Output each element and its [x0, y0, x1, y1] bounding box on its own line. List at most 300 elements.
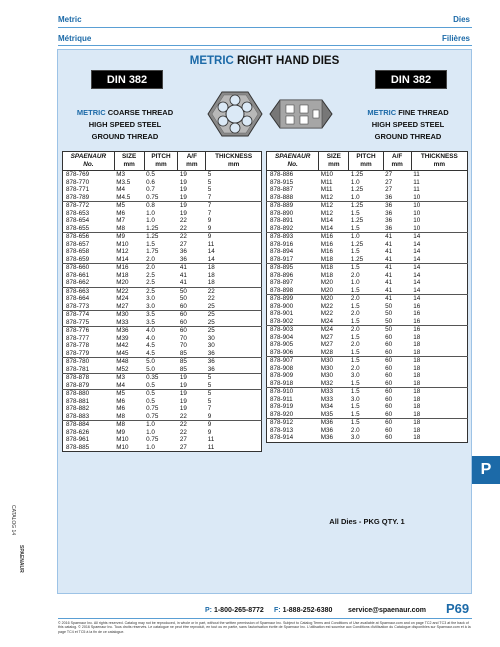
cell-pitch: 2.5	[146, 279, 155, 286]
cell-size: M30	[320, 372, 334, 379]
cell-part-no: 878-900	[270, 302, 294, 310]
cell-pitch: 1.25	[349, 202, 383, 210]
cell-af: 22	[179, 224, 187, 232]
cell-af: 60	[385, 341, 393, 348]
cell-thickness: 14	[413, 286, 421, 294]
cell-size: M7	[116, 217, 125, 224]
cell-pitch: 1.5	[350, 333, 360, 341]
fine-thread-spec	[343, 107, 473, 143]
cell-af: 60	[385, 379, 393, 387]
table-row	[267, 225, 468, 233]
cell-thickness: 16	[413, 317, 421, 325]
table-row	[63, 272, 262, 280]
table-row	[267, 318, 468, 326]
cell-af: 27	[179, 443, 187, 451]
coarse-thread-table	[62, 151, 262, 452]
table-row	[63, 256, 262, 264]
cell-pitch: 3.0	[146, 302, 155, 310]
table-row	[63, 186, 262, 194]
cell-af: 50	[383, 326, 411, 334]
table-row	[63, 295, 262, 303]
cell-pitch: 1.5	[350, 209, 360, 217]
cell-thickness: 18	[411, 419, 467, 427]
cell-part-no: 878-890	[270, 209, 294, 217]
cell-thickness: 11	[411, 171, 467, 179]
cell-pitch: 1.5	[146, 240, 155, 248]
cell-size: M36	[320, 434, 334, 441]
cell-pitch: 1.5	[350, 348, 360, 356]
cell-af: 36	[385, 193, 393, 201]
cell-thickness: 14	[207, 255, 215, 263]
cell-part-no: 878-880	[63, 390, 115, 398]
cell-af: 41	[178, 264, 206, 272]
cell-pitch: 1.0	[350, 178, 360, 186]
cell-af: 36	[385, 217, 393, 224]
cell-thickness: 36	[207, 349, 215, 357]
cell-af: 41	[179, 279, 187, 286]
cell-part-no: 878-911	[270, 395, 293, 403]
cell-part-no: 878-626	[66, 428, 90, 436]
cell-part-no: 878-776	[63, 327, 115, 335]
email-link[interactable]: service@spaenaur.com	[348, 607, 427, 614]
cell-af: 60	[385, 426, 393, 434]
table-row	[267, 217, 468, 225]
cell-size: M22	[320, 310, 334, 317]
col-header-size: SIZE mm	[319, 152, 349, 171]
fine-line3: GROUND THREAD	[374, 132, 442, 141]
cell-size: M14	[320, 217, 334, 224]
fine-accent: METRIC	[367, 108, 397, 117]
table-row	[63, 202, 262, 210]
cell-size: M18	[320, 255, 334, 263]
cell-size: M20	[320, 279, 334, 286]
hex-die-front-icon	[208, 92, 262, 136]
cell-size: M32	[320, 379, 334, 387]
cell-part-no: 878-913	[270, 426, 294, 434]
phone-number: 1-800-265-8772	[213, 607, 264, 614]
table-row	[267, 434, 468, 442]
cell-af: 36	[179, 248, 187, 255]
cell-thickness: 9	[207, 224, 212, 232]
cell-part-no: 878-885	[66, 443, 90, 451]
cell-af: 19	[179, 193, 187, 201]
cell-pitch: 3.0	[350, 434, 360, 441]
cell-thickness: 14	[411, 233, 467, 241]
cell-af: 50	[179, 295, 187, 302]
cell-part-no: 878-663	[63, 287, 115, 295]
cell-thickness: 25	[206, 327, 262, 335]
cell-thickness: 14	[413, 240, 421, 248]
cell-thickness: 18	[413, 348, 421, 356]
col-header-thickness: THICKNESS mm	[206, 152, 262, 171]
cell-pitch: 1.25	[350, 255, 364, 263]
fax-label: F:	[274, 607, 281, 614]
cell-size: M16	[114, 264, 144, 272]
table-row	[63, 335, 262, 343]
cell-pitch: 4.5	[146, 349, 155, 357]
cell-pitch: 1.5	[349, 357, 383, 365]
cell-af: 22	[179, 428, 187, 436]
cell-size: M12	[319, 202, 349, 210]
table-row	[267, 279, 468, 287]
cell-size: M8	[114, 421, 144, 429]
table-row	[63, 279, 262, 287]
col-header-part-no	[63, 152, 115, 171]
cell-size: M33	[320, 395, 334, 403]
cell-thickness: 11	[413, 186, 420, 193]
cell-part-no: 878-907	[267, 357, 319, 365]
cell-af: 36	[385, 224, 393, 232]
cell-part-no: 878-770	[66, 178, 90, 186]
coarse-thread-spec	[60, 107, 190, 143]
cell-size: M3	[114, 374, 144, 382]
cell-size: M11	[320, 186, 333, 193]
cell-af: 41	[383, 233, 411, 241]
cell-thickness: 9	[207, 412, 212, 420]
cell-part-no: 878-902	[270, 317, 294, 325]
cell-pitch: 0.5	[144, 390, 178, 398]
cell-pitch: 1.25	[350, 217, 364, 224]
cell-part-no: 878-910	[267, 388, 319, 396]
cell-af: 60	[385, 403, 393, 410]
cell-af: 19	[178, 171, 206, 179]
cell-size: M14	[320, 224, 334, 232]
cell-thickness: 7	[207, 405, 212, 412]
cell-pitch: 1.0	[146, 217, 155, 224]
cell-thickness: 30	[207, 334, 215, 342]
table-row	[267, 295, 468, 303]
cell-part-no: 878-892	[270, 224, 294, 232]
category-title-en: Dies	[453, 15, 470, 24]
cell-size: M45	[116, 349, 129, 357]
cell-af: 41	[385, 271, 393, 279]
cell-thickness: 25	[206, 311, 262, 319]
table-row	[267, 334, 468, 342]
cell-size: M18	[319, 264, 349, 272]
cell-af: 60	[383, 388, 411, 396]
table-header-row	[267, 152, 468, 171]
table-row	[63, 179, 262, 187]
table-row	[63, 358, 262, 366]
coarse-accent: METRIC	[76, 108, 106, 117]
cell-part-no: 878-662	[66, 279, 90, 286]
cell-size: M6	[116, 397, 125, 405]
cell-size: M6	[116, 209, 125, 217]
cell-thickness: 18	[413, 434, 421, 441]
cell-thickness: 5	[207, 381, 212, 389]
cell-size: M10	[116, 240, 129, 248]
table-row	[63, 429, 262, 437]
cell-size: M16	[320, 248, 334, 255]
cell-af: 41	[385, 286, 393, 294]
cell-af: 50	[385, 310, 393, 317]
cell-part-no: 878-887	[270, 186, 294, 193]
catalog-label: CATALOG 14	[10, 505, 16, 536]
cell-thickness: 18	[413, 341, 421, 348]
table-row	[63, 210, 262, 218]
cell-af: 60	[178, 311, 206, 319]
col-header-pitch: PITCH mm	[349, 152, 383, 171]
table-row	[267, 186, 468, 194]
cell-thickness: 18	[413, 410, 421, 418]
cell-af: 41	[385, 255, 393, 263]
cell-size: M27	[320, 341, 334, 348]
cell-thickness: 9	[207, 217, 212, 224]
fine-line2: HIGH SPEED STEEL	[371, 120, 445, 129]
table-row	[267, 396, 468, 404]
cell-part-no: 878-789	[66, 193, 90, 201]
cell-af: 60	[385, 364, 393, 372]
table-row	[267, 372, 468, 380]
category-title-fr: Filières	[441, 34, 470, 43]
cell-part-no: 878-657	[66, 240, 90, 248]
cell-part-no: 878-771	[66, 186, 90, 193]
cell-thickness: 18	[411, 388, 467, 396]
cell-pitch: 0.75	[146, 436, 159, 443]
phone-label: P:	[205, 607, 212, 614]
footer-divider	[58, 618, 472, 619]
cell-af: 19	[178, 374, 206, 382]
cell-af: 60	[385, 333, 393, 341]
cell-pitch: 1.5	[349, 264, 383, 272]
cell-pitch: 0.75	[146, 193, 159, 201]
cell-thickness: 18	[207, 279, 215, 286]
cell-part-no: 878-780	[63, 358, 115, 366]
cell-pitch: 1.0	[146, 428, 155, 436]
cell-pitch: 2.0	[350, 310, 360, 317]
cell-pitch: 1.5	[349, 388, 383, 396]
cell-pitch: 1.5	[349, 419, 383, 427]
cell-size: M30	[320, 364, 334, 372]
cell-pitch: 0.7	[146, 186, 155, 193]
cell-part-no: 878-894	[270, 248, 294, 255]
cell-af: 60	[383, 419, 411, 427]
cell-pitch: 1.0	[350, 193, 360, 201]
cell-pitch: 4.5	[146, 342, 155, 349]
table-row	[63, 217, 262, 225]
cell-af: 19	[179, 209, 187, 217]
col-header-no: No.	[287, 161, 298, 168]
table-row	[267, 326, 468, 334]
cell-pitch: 1.25	[350, 186, 364, 193]
table-row	[63, 319, 262, 327]
col-header-af: A/F mm	[178, 152, 206, 171]
table-row	[267, 233, 468, 241]
table-row	[63, 311, 262, 319]
cell-thickness: 5	[206, 171, 262, 179]
cell-thickness: 25	[207, 318, 215, 326]
cell-thickness: 10	[413, 193, 421, 201]
cell-pitch: 3.5	[146, 318, 155, 326]
cell-pitch: 1.5	[350, 286, 360, 294]
cell-part-no: 878-660	[63, 264, 115, 272]
cell-part-no: 878-905	[270, 341, 294, 348]
cell-size: M20	[320, 286, 334, 294]
cell-thickness: 30	[207, 342, 215, 349]
cell-part-no: 878-889	[267, 202, 319, 210]
cell-part-no: 878-906	[270, 348, 294, 356]
cell-pitch: 2.0	[350, 364, 360, 372]
header-divider-bottom	[58, 45, 472, 46]
cell-thickness: 9	[207, 428, 212, 436]
cell-pitch: 2.0	[350, 426, 360, 434]
coarse-thread-rows	[63, 171, 262, 452]
cell-size: M4	[116, 186, 125, 193]
cell-pitch: 2.0	[350, 341, 360, 348]
cell-part-no: 878-779	[66, 349, 90, 357]
cell-size: M35	[320, 410, 334, 418]
cell-thickness: 22	[207, 295, 215, 302]
cell-pitch: 3.0	[146, 295, 155, 302]
cell-part-no: 878-655	[66, 224, 90, 232]
cell-pitch: 1.0	[350, 279, 360, 286]
cell-af: 70	[179, 334, 187, 342]
cell-part-no: 878-878	[63, 374, 115, 382]
cell-size: M5	[114, 202, 144, 210]
table-row	[63, 398, 262, 406]
cell-thickness: 22	[206, 287, 262, 295]
table-row	[63, 225, 262, 233]
cell-thickness: 5	[206, 390, 262, 398]
cell-pitch: 0.5	[144, 171, 178, 179]
table-row	[63, 171, 262, 179]
table-row	[267, 194, 468, 202]
cell-af: 27	[179, 240, 187, 248]
cell-af: 50	[385, 302, 393, 310]
cell-size: M22	[320, 302, 334, 310]
cell-af: 60	[179, 302, 187, 310]
cell-size: M12	[320, 209, 334, 217]
table-row	[267, 272, 468, 280]
cell-size: M24	[116, 295, 129, 302]
cell-thickness: 11	[207, 436, 215, 443]
cell-thickness: 36	[206, 358, 262, 366]
cell-size: M4.5	[116, 193, 131, 201]
cell-thickness: 14	[411, 264, 467, 272]
cell-thickness: 11	[207, 443, 215, 451]
section-tab-p[interactable]: P	[472, 456, 500, 484]
cell-pitch: 1.5	[350, 403, 360, 410]
cell-pitch: 1.0	[146, 209, 155, 217]
cell-part-no: 878-883	[66, 412, 90, 420]
cell-size: M4	[116, 381, 125, 389]
title-rest: RIGHT HAND DIES	[233, 55, 340, 67]
cell-thickness: 9	[206, 421, 262, 429]
cell-part-no: 878-664	[66, 295, 90, 302]
cell-part-no: 878-909	[270, 372, 294, 379]
fine-thread-rows	[267, 171, 468, 443]
cell-af: 27	[385, 186, 393, 193]
legal-notice: © 2016 Spaenaur Inc. All rights reserved. Catalog may not be reproduced, in whole or in part, without the written permission of Spaenaur Inc. Subject to Catalog Terms and Conditions of Use available at Spaenaur.com and on page TC2 and TC3 at the back of this catalog. © 2016 Spaenaur Inc. Tous droits réservés. Le catalogue ne peut être reproduit, en tout ou en partie, sans l'autorisation écrite de Spaenaur Inc. L'utilisation est soumise aux Conditions d'utilisation du Catalogue disponibles sur Spaenaur.com et à la page TC4 et TC5 à la fin de ce catalogue.	[58, 621, 471, 634]
cell-pitch: 1.0	[144, 421, 178, 429]
table-row	[63, 390, 262, 398]
page-title	[57, 55, 472, 67]
cell-pitch: 1.75	[146, 248, 159, 255]
cell-part-no: 878-920	[270, 410, 294, 418]
table-row	[267, 403, 468, 411]
cell-size: M27	[320, 333, 334, 341]
cell-size: M36	[319, 419, 349, 427]
table-header-row	[63, 152, 262, 171]
page-number: P69	[446, 601, 470, 616]
cell-af: 36	[385, 209, 393, 217]
cell-pitch: 0.6	[146, 178, 155, 186]
cell-thickness: 18	[413, 372, 421, 379]
cell-af: 19	[179, 186, 187, 193]
table-row	[267, 380, 468, 388]
table-row	[267, 248, 468, 256]
cell-af: 22	[179, 217, 187, 224]
cell-pitch: 1.5	[350, 410, 360, 418]
cell-size: M48	[114, 358, 144, 366]
table-row	[267, 365, 468, 373]
section-title-fr: Métrique	[58, 34, 92, 43]
table-row	[267, 264, 468, 272]
cell-af: 41	[385, 240, 393, 248]
table-row	[267, 419, 468, 427]
table-row	[267, 179, 468, 187]
cell-af: 60	[179, 318, 187, 326]
cell-thickness: 36	[207, 365, 215, 373]
cell-thickness: 18	[413, 395, 421, 403]
cell-part-no: 878-903	[267, 326, 319, 334]
cell-size: M9	[116, 428, 125, 436]
cell-af: 19	[178, 390, 206, 398]
header-divider	[58, 27, 472, 28]
table-row	[267, 171, 468, 179]
cell-thickness: 14	[207, 248, 215, 255]
cell-thickness: 14	[413, 279, 421, 286]
cell-af: 60	[178, 327, 206, 335]
section-title-en: Metric	[58, 15, 82, 24]
cell-part-no: 878-775	[66, 318, 90, 326]
col-header-pitch: PITCH mm	[144, 152, 178, 171]
cell-af: 27	[179, 436, 187, 443]
cell-af: 60	[385, 410, 393, 418]
cell-size: M30	[114, 311, 144, 319]
hex-die-side-icon	[270, 100, 332, 128]
col-header-af: A/F mm	[383, 152, 411, 171]
cell-part-no: 878-919	[270, 403, 294, 410]
cell-af: 60	[383, 357, 411, 365]
cell-thickness: 16	[413, 310, 421, 317]
cell-size: M36	[320, 426, 334, 434]
cell-size: M36	[114, 327, 144, 335]
cell-size: M16	[319, 233, 349, 241]
cell-part-no: 878-899	[267, 295, 319, 303]
cell-pitch: 2.0	[144, 264, 178, 272]
cell-size: M20	[116, 279, 129, 286]
cell-pitch: 1.25	[146, 224, 159, 232]
fax-number: 1-888-252-6380	[282, 607, 333, 614]
cell-af: 19	[179, 405, 187, 412]
cell-size: M39	[116, 334, 129, 342]
cell-pitch: 2.5	[146, 271, 155, 279]
cell-size: M18	[320, 271, 334, 279]
cell-size: M28	[320, 348, 334, 356]
fine-line1: FINE THREAD	[396, 108, 449, 117]
table-row	[63, 287, 262, 295]
cell-af: 19	[179, 381, 187, 389]
cell-thickness: 14	[413, 255, 421, 263]
table-row	[63, 436, 262, 444]
col-header-no: No.	[83, 161, 94, 168]
cell-part-no: 878-961	[66, 436, 90, 443]
cell-part-no: 878-901	[270, 310, 294, 317]
cell-size: M12	[320, 193, 334, 201]
cell-pitch: 0.35	[144, 374, 178, 382]
cell-thickness: 18	[411, 357, 467, 365]
